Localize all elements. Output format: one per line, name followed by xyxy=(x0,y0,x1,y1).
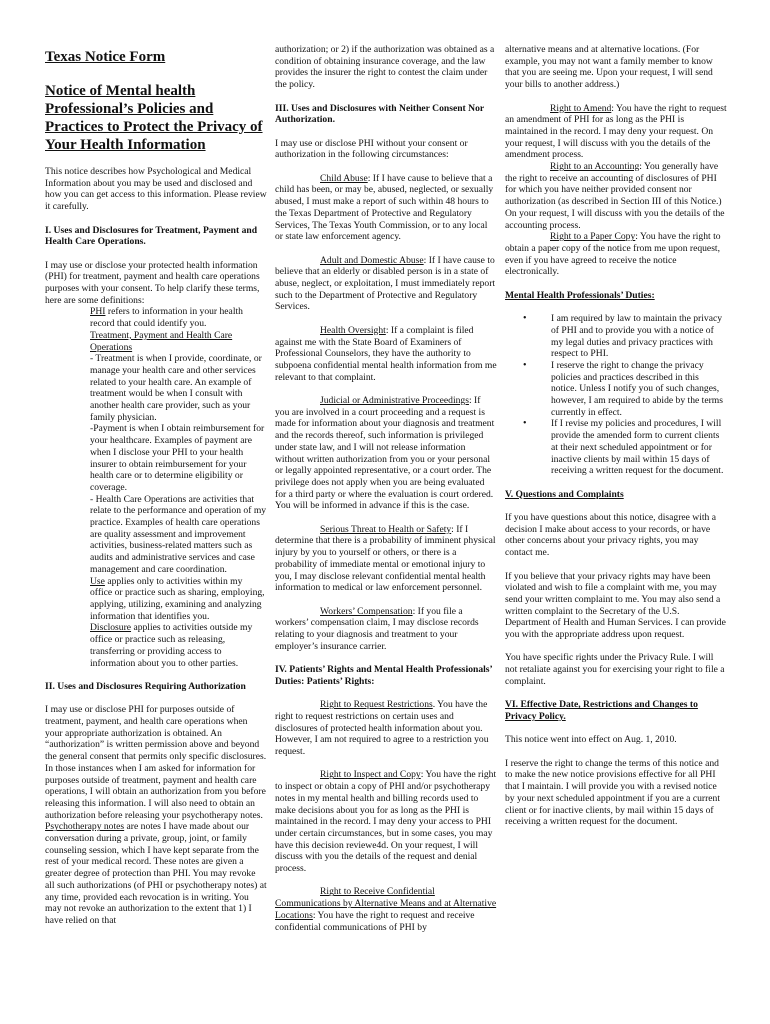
term-workers-comp: Workers’ Compensation xyxy=(320,605,413,617)
definition-disclosure: Disclosure applies to activities outside my office or practice such as releasing, transferring or providing access to information about you to other parties. xyxy=(90,622,253,669)
duty-item: • If I revise my policies and procedures, I will provide the amended form to current clients at their next scheduled appointment or for inactive clients by mail within 15 days of receiving a written request for the document. xyxy=(551,418,727,477)
term-use: Use xyxy=(90,575,105,587)
serious-threat-paragraph: Serious Threat to Health or Safety: If I determine that there is a probability of imminent physical injury by you to yourself or others, or there is a probability of immediate mental or emotional injury to you, I may disclose relevant confidential mental health information to medical or law enforcement personnel. xyxy=(275,523,496,594)
term-amend: Right to Amend xyxy=(550,102,612,114)
restrictions-paragraph: Right to Request Restrictions. You have the right to request restrictions on certain uses and disclosures of protected health information about you. However, I am not required to agree to a restriction you request. xyxy=(275,699,489,758)
term-paper-copy: Right to a Paper Copy xyxy=(550,231,636,243)
definition-payment: -Payment is when I obtain reimbursement for your healthcare. Examples of payment are when I disclose your PHI to your health insurer to obtain reimbursement for your health care or to determine eligibility or coverage. xyxy=(90,423,265,493)
section-5-heading: V. Questions and Complaints xyxy=(505,488,624,500)
column-2 xyxy=(275,44,497,933)
term-tpo: Treatment, Payment and Health Care Operations xyxy=(90,329,233,353)
term-health-oversight: Health Oversight xyxy=(320,324,386,336)
section-1-paragraph: I may use or disclose your protected health information (PHI) for treatment, payment and health care operations purposes with your consent. To help clarify these terms, here are some definitions: xyxy=(45,259,260,306)
section-6-heading: VI. Effective Date, Restrictions and Changes to Privacy Policy. xyxy=(505,699,698,722)
term-disclosure: Disclosure xyxy=(90,622,132,634)
alternative-means-continued: alternative means and at alternative locations. (For example, you may not want a family member to know that you are seeing me. Upon your request, I will send your bills to another address.) xyxy=(505,44,713,91)
confidential-comm-paragraph: Right to Receive Confidential Communications by Alternative Means and at Alternative Locations: You have the right to request and receive confidential communications of PHI by xyxy=(275,886,497,933)
health-oversight-paragraph: Health Oversight: If a complaint is filed against me with the State Board of Examiners of Professional Counselors, they have the authority to subpoena confidential mental health information from me relevant to that complaint. xyxy=(275,324,497,383)
inspect-copy-paragraph: Right to Inspect and Copy: You have the right to inspect or obtain a copy of PHI and/or psychotherapy notes in my mental health and billing records used to make decisions about you for as long as the PHI is maintained in the record. I may deny your access to PHI under certain circumstances, but in some cases, you may have this decision reviewe4d. On your request, I will discuss with you the details of the request and denial process. xyxy=(275,769,497,875)
section-2-heading: II. Uses and Disclosures Requiring Authorization xyxy=(45,680,246,692)
section-3-paragraph: I may use or disclose PHI without your consent or authorization in the following circumstances: xyxy=(275,137,468,161)
section-5-paragraph-1: If you have questions about this notice, disagree with a decision I make about access to your records, or have other concerns about your privacy rights, you may contact me. xyxy=(505,512,717,559)
term-serious-threat: Serious Threat to Health or Safety xyxy=(320,523,452,535)
effective-date: This notice went into effect on Aug. 1, 2010. xyxy=(505,734,677,746)
workers-comp-paragraph: Workers’ Compensation: If you file a workers’ compensation claim, I may disclose records relating to your diagnosis and treatment to your employer’s insurance carrier. xyxy=(275,605,479,652)
definitions-block xyxy=(45,306,267,669)
form-title: Texas Notice Form xyxy=(45,49,166,65)
intro-paragraph: This notice describes how Psychological and Medical Information about you may be used and disclosed and how you can get access to this information. Please review it carefully. xyxy=(45,166,267,213)
term-judicial: Judicial or Administrative Proceedings xyxy=(320,395,469,406)
paper-copy-paragraph: Right to a Paper Copy: You have the right to obtain a paper copy of the notice from me upon request, even if you have agreed to receive the notice electronically. xyxy=(505,231,721,278)
section-1-heading: I. Uses and Disclosures for Treatment, Payment and Health Care Operations. xyxy=(45,224,258,248)
judicial-paragraph: Judicial or Administrative Proceedings: If you are involved in a court proceeding and a request is made for information about your diagnosis and treatment and the records thereof, such information is privileged under state law, and I will not release information without written authorization from you or your personal or legally appointed representative, or a court order. The privilege does not apply when you are being evaluated for a third party or where the evaluation is court ordered. You will be informed in advance if this is the case. xyxy=(275,395,495,512)
adult-abuse-paragraph: Adult and Domestic Abuse: If I have cause to believe that an elderly or disabled person is in a state of abuse, neglect, or exploitation, I must immediately report such to the Department of Protective and Regulatory Services. xyxy=(275,254,496,313)
column-1 xyxy=(45,44,267,927)
term-restrictions: Right to Request Restrictions xyxy=(320,699,433,711)
term-accounting: Right to an Accounting xyxy=(550,161,640,173)
duty-item: • I am required by law to maintain the privacy of PHI and to provide you with a notice of my legal duties and privacy practices with respect to PHI. xyxy=(551,313,727,360)
term-inspect-copy: Right to Inspect and Copy xyxy=(320,769,421,781)
term-phi: PHI xyxy=(90,306,106,318)
duties-list xyxy=(505,313,727,477)
definition-phi: PHI refers to information in your health record that could identify you. xyxy=(90,306,243,330)
amend-paragraph: Right to Amend: You have the right to request an amendment of PHI for as long as the PHI is maintained in the record. I may deny your request. On your request, I will discuss with you the details of the amendment process. xyxy=(505,102,727,161)
authorization-continued: authorization; or 2) if the authorization was obtained as a condition of obtaining insurance coverage, and the law provides the insurer the right to contest the claim under the policy. xyxy=(275,44,495,91)
definition-health-care-operations: - Health Care Operations are activities that relate to the performance and operation of my practice. Examples of health care operations are quality assessment and improvement activities, business-related matters such as audits and administrative services and case management and care coordination. xyxy=(90,493,267,575)
section-6-paragraph: I reserve the right to change the terms of this notice and to make the new notice provisions effective for all PHI that I maintain. I will provide you with a revised notice by your next scheduled appointment if you are a current client or for inactive clients, by mail within 15 days of receiving a written request for the document. xyxy=(505,757,720,828)
accounting-paragraph: Right to an Accounting: You generally have the right to receive an accounting of disclosures of PHI for which you have neither provided consent nor authorization (as described in Section III of this Notice.) On your request, I will discuss with you the details of the accounting process. xyxy=(505,161,725,231)
section-2-paragraph: I may use or disclose PHI for purposes outside of treatment, payment, and health care operations when your appropriate authorization is obtained. An “authorization” is written permission above and beyond the general consent that permits only specific disclosures. In those instances when I am asked for information for purposes outside of treatment, payment and health care operations, I will obtain an authorization from you before releasing this information. I will also need to obtain an authorization before releasing your psychotherapy notes. Psychotherapy notes are notes I have made about our conversation during a private, group, joint, or family counseling session, which I have kept separate from the rest of your medical record. These notes are given a greater degree of protection than PHI. You may revoke all such authorizations (of PHI or psychotherapy notes) at any time, provided each revocation is in writing. You may not revoke an authorization to the extent that 1) I have relied on that xyxy=(45,704,267,926)
term-adult-abuse: Adult and Domestic Abuse xyxy=(320,254,424,266)
duty-item: • I reserve the right to change the privacy policies and practices described in this notice. Unless I notify you of such changes, however, I am required to abide by the terms currently in effect. xyxy=(551,360,727,419)
term-psychotherapy-notes: Psychotherapy notes xyxy=(45,821,125,833)
section-5-paragraph-3: You have specific rights under the Privacy Rule. I will not retaliate against you for exercising your right to file a complaint. xyxy=(505,652,725,687)
child-abuse-paragraph: Child Abuse: If I have cause to believe that a child has been, or may be, abused, neglected, or sexually abused, I must make a report of such within 48 hours to the Texas Department of Protective and Regulatory Services, The Texas Youth Commission, or to any local or state law enforcement agency. xyxy=(275,172,494,243)
term-child-abuse: Child Abuse xyxy=(320,172,368,184)
definition-treatment: - Treatment is when I provide, coordinate, or manage your health care and other services related to your health care. An example of treatment would be when I consult with another health care provider, such as your family physician. xyxy=(90,353,262,423)
notice-title: Notice of Mental health Professional’s Policies and Practices to Protect the Privacy of Your Health Information xyxy=(45,83,263,153)
term-confidential-comm: Right to Receive Confidential Communications by Alternative Means and at Alternative Locations xyxy=(275,886,497,921)
definition-use: Use applies only to activities within my office or practice such as sharing, employing, applying, utilizing, examining and analyzing information that identifies you. xyxy=(90,575,265,622)
section-3-heading: III. Uses and Disclosures with Neither Consent Nor Authorization. xyxy=(275,102,484,126)
column-3 xyxy=(505,44,727,828)
section-4-heading: IV. Patients’ Rights and Mental Health Professionals’ Duties: Patients’ Rights: xyxy=(275,664,493,687)
section-5-paragraph-2: If you believe that your privacy rights may have been violated and wish to file a complaint with me, you may send your written complaint to me. You may also send a written complaint to the Secretary of the U.S. Department of Health and Human Services. I can provide you with the appropriate address upon request. xyxy=(505,570,726,641)
duties-heading: Mental Health Professionals’ Duties: xyxy=(505,289,655,301)
